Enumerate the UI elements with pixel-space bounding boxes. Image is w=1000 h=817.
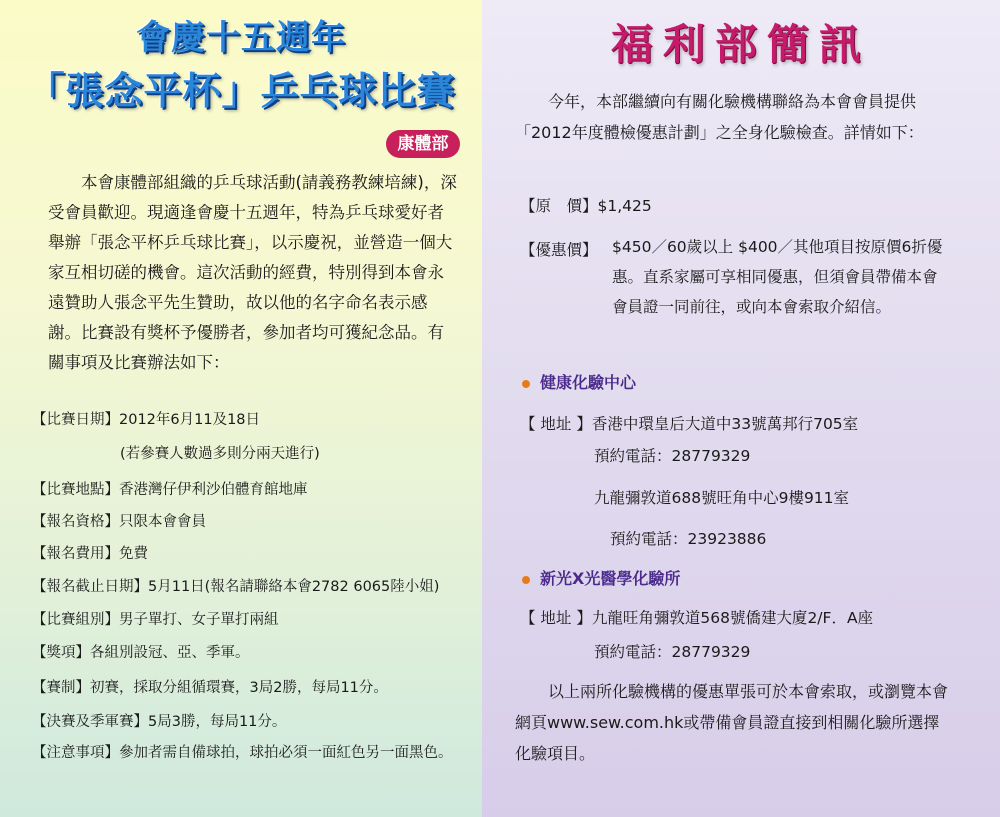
date-note: (若參賽人數過多則分兩天進行) [120, 446, 320, 462]
intro-paragraph: 本會康體部組織的乒乓球活動(請義務教練培練)，深受會員歡迎。現適逢會慶十五週年，特為乒乓球愛好者舉辦「張念平杯乒乓球比賽」，以示慶祝，並營造一個大家互相切磋的機會。這次活動的經費，特別得到本會永遠贊助人張念平先生贊助，故以他的名字命名表示感謝。比賽設有獎杯予優勝者，參加者均可獲紀念品。有關事項及比賽辦法如下： [48, 173, 457, 372]
price-value: $1,425 [597, 197, 652, 215]
discount-value: $450／60歲以上 $400／其他項目按原價6折優惠。直系家屬可享相同優惠，但須會員帶備本會會員證一同前往，或向本會索取介紹信。 [612, 238, 943, 316]
detail-value: 初賽，採取分組循環賽，3局2勝，每局11分。 [90, 680, 388, 696]
discount-label: 【優惠價】 [520, 241, 598, 259]
price-label: 【原 價】 [520, 197, 598, 215]
detail-value: 男子單打、女子單打兩組 [119, 612, 279, 628]
table-tennis-title-line1: 會慶十五週年 [136, 18, 346, 58]
detail-label: 【報名截止日期】 [32, 579, 148, 595]
detail-row-notes [32, 741, 453, 762]
address-label: 【 地址 】 [520, 415, 592, 433]
detail-row-deadline [32, 575, 439, 596]
detail-row-fee [32, 542, 148, 563]
detail-label: 【報名費用】 [32, 546, 119, 562]
centre-1-phone: 預約電話：28779329 [594, 447, 751, 465]
centre-1-name: 健康化驗中心 [540, 373, 637, 392]
centre-1-address [520, 412, 858, 434]
detail-value: 5局3勝，每局11分。 [148, 714, 287, 730]
centre-2-heading [522, 566, 680, 589]
detail-row-venue [32, 478, 308, 499]
address-value: 九龍旺角彌敦道568號僑建大廈2/F．A座 [591, 609, 874, 627]
centre-1-address-2: 九龍彌敦道688號旺角中心9樓911室 [594, 489, 850, 507]
welfare-intro: 今年，本部繼續向有關化驗機構聯絡為本會會員提供「2012年度體檢優惠計劃」之全身化驗檢查。詳情如下： [515, 92, 924, 142]
detail-row-date [32, 408, 260, 429]
detail-value: 5月11日(報名請聯絡本會2782 6065陸小姐) [148, 579, 440, 595]
detail-value: 參加者需自備球拍，球拍必須一面紅色另一面黑色。 [119, 745, 453, 761]
detail-row-eligibility [32, 510, 206, 531]
detail-label: 【比賽日期】 [32, 412, 119, 428]
detail-label: 【報名資格】 [32, 514, 119, 530]
detail-value: 各組別設冠、亞、季軍。 [90, 645, 250, 661]
detail-label: 【注意事項】 [32, 745, 119, 761]
detail-label: 【比賽組別】 [32, 612, 119, 628]
detail-label: 【決賽及季軍賽】 [32, 714, 148, 730]
detail-value: 2012年6月11及18日 [119, 412, 261, 428]
closing-paragraph: 以上兩所化驗機構的優惠單張可於本會索取，或瀏覽本會網頁www.sew.com.hk或帶備會員證直接到相關化驗所選擇化驗項目。 [515, 682, 949, 763]
detail-row-format [32, 676, 388, 697]
detail-value: 只限本會會員 [119, 514, 206, 530]
detail-label: 【獎項】 [32, 645, 90, 661]
detail-row-finals [32, 710, 286, 731]
detail-row-categories [32, 608, 279, 629]
detail-row-awards [32, 641, 250, 662]
centre-1-heading [522, 370, 636, 393]
detail-value: 香港灣仔伊利沙伯體育館地庫 [119, 482, 308, 498]
detail-label: 【賽制】 [32, 680, 90, 696]
centre-2-phone: 預約電話：28779329 [594, 643, 751, 661]
welfare-title: 福利部簡訊 [610, 20, 871, 69]
detail-value: 免費 [119, 546, 148, 562]
dept-badge: 康體部 [386, 130, 460, 158]
centre-2-address [520, 606, 873, 628]
table-tennis-title-line2: 「張念平杯」乒乓球比賽 [26, 69, 456, 113]
centre-1-phone-2: 預約電話：23923886 [610, 530, 767, 548]
bullet-icon [522, 380, 530, 388]
bullet-icon [522, 576, 530, 584]
address-label: 【 地址 】 [520, 609, 592, 627]
centre-2-name: 新光X光醫學化驗所 [540, 569, 681, 588]
original-price-row [520, 194, 652, 216]
address-value: 香港中環皇后大道中33號萬邦行705室 [591, 415, 859, 433]
detail-label: 【比賽地點】 [32, 482, 119, 498]
